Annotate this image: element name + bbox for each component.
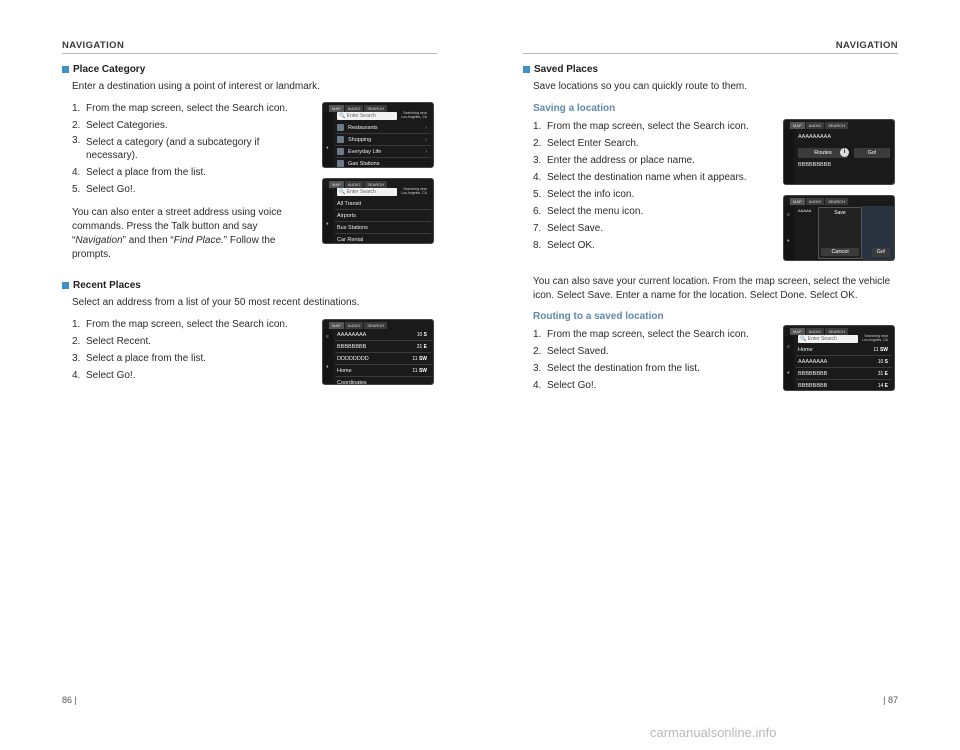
map-pin-icon: ♦ — [326, 221, 329, 227]
save-menu-dialog — [818, 207, 862, 259]
screenshot-recent: MAP AUDIO SEARCH ≡ ♦ AAAAAAAA 10 S BBBBBBBB 31 E DDDDDDDD 11 SW Home 11 SW Coordinates — [322, 319, 434, 385]
saved-places-intro: Save locations so you can quickly route to them. — [533, 81, 748, 92]
step-item: 5. Select Go!. — [72, 184, 136, 195]
list-item: BBBBBBBB 31 E — [796, 369, 892, 380]
step-item: 3. Enter the address or place name. — [533, 155, 695, 166]
page-header-right: NAVIGATION — [835, 40, 898, 51]
info-icon: i — [840, 148, 849, 157]
step-item: 4. Select Go!. — [72, 370, 136, 381]
list-item: BBBBBBBB 14 E — [798, 383, 888, 389]
step-item: 4. Select a place from the list. — [72, 167, 207, 178]
subtitle-saving-location: Saving a location — [533, 103, 616, 114]
category-icon — [337, 148, 344, 155]
step-item: 4. Select the destination name when it appears. — [533, 172, 747, 183]
header-divider-right — [523, 53, 898, 54]
section-title-place-category: Place Category — [62, 64, 145, 75]
place-detail-row: BBBBBBBBB — [798, 162, 832, 168]
category-icon — [337, 136, 344, 143]
screenshot-saved-list: MAP AUDIO SEARCH ≡ ♦ 🔍 Enter Search Searching near Los Angeles, CA Home 11 SW AAAAAAAA 10 S BBBBBBBB 31 E BBBBBBBB 14 E — [783, 325, 895, 391]
place-category-steps — [72, 100, 297, 198]
list-item: AAAAAAAA 10 S — [796, 357, 892, 368]
step-item: 4. Select Go!. — [533, 380, 597, 391]
list-item: All Transit — [335, 199, 431, 210]
watermark: carmanualsonline.info — [650, 725, 777, 740]
list-item: Airports — [335, 211, 431, 222]
section-marker-icon — [62, 66, 69, 73]
step-item: 7. Select Save. — [533, 223, 604, 234]
step-item: 1. From the map screen, select the Search icon. — [533, 329, 749, 340]
place-name-partial: AAAAA — [798, 208, 812, 213]
section-marker-icon — [62, 282, 69, 289]
section-title-recent-places: Recent Places — [62, 280, 141, 291]
category-icon — [337, 160, 344, 167]
section-title-saved-places: Saved Places — [523, 64, 598, 75]
voice-command-note: You can also enter a street address using voice commands. Press the Talk button and say “Navigation” and then “Find Place.” Follow the prompts. — [72, 207, 282, 260]
cancel-button: Cancel — [821, 248, 859, 256]
list-item: Restaurants › — [335, 123, 431, 134]
step-item: 3. Select a category (and a subcategory if necessary). — [72, 135, 260, 161]
step-item: 6. Select the menu icon. — [533, 206, 644, 217]
list-item: Shopping › — [335, 135, 431, 146]
page-header-left: NAVIGATION — [62, 40, 125, 51]
header-divider-left — [62, 53, 437, 54]
map-pin-icon: ♦ — [326, 145, 329, 151]
place-name: AAAAAAAAA — [798, 134, 832, 140]
step-item: 1. From the map screen, select the Search icon. — [533, 121, 749, 132]
list-item: Car Rental — [335, 235, 431, 244]
map-pin-icon: ♦ — [787, 238, 790, 244]
recent-places-intro: Select an address from a list of your 50 most recent destinations. — [72, 297, 360, 308]
search-location: Searching near Los Angeles, CA — [862, 334, 888, 342]
step-item: 1. From the map screen, select the Search icon. — [72, 319, 288, 330]
step-item: 3. Select a place from the list. — [72, 353, 207, 364]
step-item: 1. From the map screen, select the Search icon. — [72, 103, 288, 114]
search-location: Searching near Los Angeles, CA — [401, 187, 427, 195]
screenshot-save-dialog: MAP AUDIO SEARCH ≡ ♦ AAAAA Save Cancel Go! — [783, 195, 895, 261]
recent-places-steps — [72, 316, 297, 384]
search-field: 🔍 Enter Search — [337, 112, 397, 120]
search-field: 🔍 Enter Search — [798, 335, 858, 343]
step-item: 2. Select Enter Search. — [533, 138, 639, 149]
go-button: Go! — [854, 148, 890, 158]
category-icon — [337, 124, 344, 131]
list-item: Gas Stations — [335, 159, 431, 168]
save-option: Save — [834, 210, 846, 216]
screenshot-place-detail: MAP AUDIO SEARCH AAAAAAAAA Routes i Go! BBBBBBBBB — [783, 119, 895, 185]
list-item: AAAAAAAA 10 S — [335, 330, 431, 341]
screenshot-categories: MAP AUDIO SEARCH ♦ 🔍 Enter Search Searching near Los Angeles, CA Restaurants › Shopping › Everyday Life › Gas Stations — [322, 102, 434, 168]
step-item: 8. Select OK. — [533, 240, 595, 251]
page-number-right: | 87 — [883, 695, 898, 705]
step-item: 2. Select Saved. — [533, 346, 609, 357]
list-item: Home 11 SW — [796, 345, 892, 356]
section-marker-icon — [523, 66, 530, 73]
subtitle-routing-saved: Routing to a saved location — [533, 311, 664, 322]
list-item: BBBBBBBB 31 E — [335, 342, 431, 353]
menu-icon: ≡ — [787, 344, 790, 350]
list-item: Everyday Life › — [335, 147, 431, 158]
menu-icon: ≡ — [326, 334, 329, 340]
step-item: 2. Select Categories. — [72, 120, 168, 131]
search-field: 🔍 Enter Search — [337, 188, 397, 196]
place-category-intro: Enter a destination using a point of interest or landmark. — [72, 81, 320, 92]
routes-button: Routes — [798, 148, 848, 158]
list-item: Bus Stations — [335, 223, 431, 234]
screenshot-subcategories: MAP AUDIO SEARCH ♦ 🔍 Enter Search Searching near Los Angeles, CA All Transit Airports Bus Stations Car Rental — [322, 178, 434, 244]
search-location: Searching near Los Angeles, CA — [401, 111, 427, 119]
menu-icon: ≡ — [787, 212, 790, 218]
list-item: Coordinates — [337, 380, 367, 385]
routing-steps — [533, 326, 758, 394]
step-item: 5. Select the info icon. — [533, 189, 635, 200]
saving-steps — [533, 118, 758, 254]
list-item: Home 11 SW — [335, 366, 431, 377]
step-item: 2. Select Recent. — [72, 336, 152, 347]
save-current-location-note: You can also save your current location. From the map screen, select the vehicle icon. Select Save. Enter a name for the location. Select Done. Select OK. — [533, 276, 891, 301]
map-pin-icon: ♦ — [787, 370, 790, 376]
map-pin-icon: ♦ — [326, 364, 329, 370]
page-number-left: 86 | — [62, 695, 77, 705]
step-item: 3. Select the destination from the list. — [533, 363, 700, 374]
list-item: DDDDDDDD 11 SW — [335, 354, 431, 365]
go-button: Go! — [872, 248, 890, 257]
